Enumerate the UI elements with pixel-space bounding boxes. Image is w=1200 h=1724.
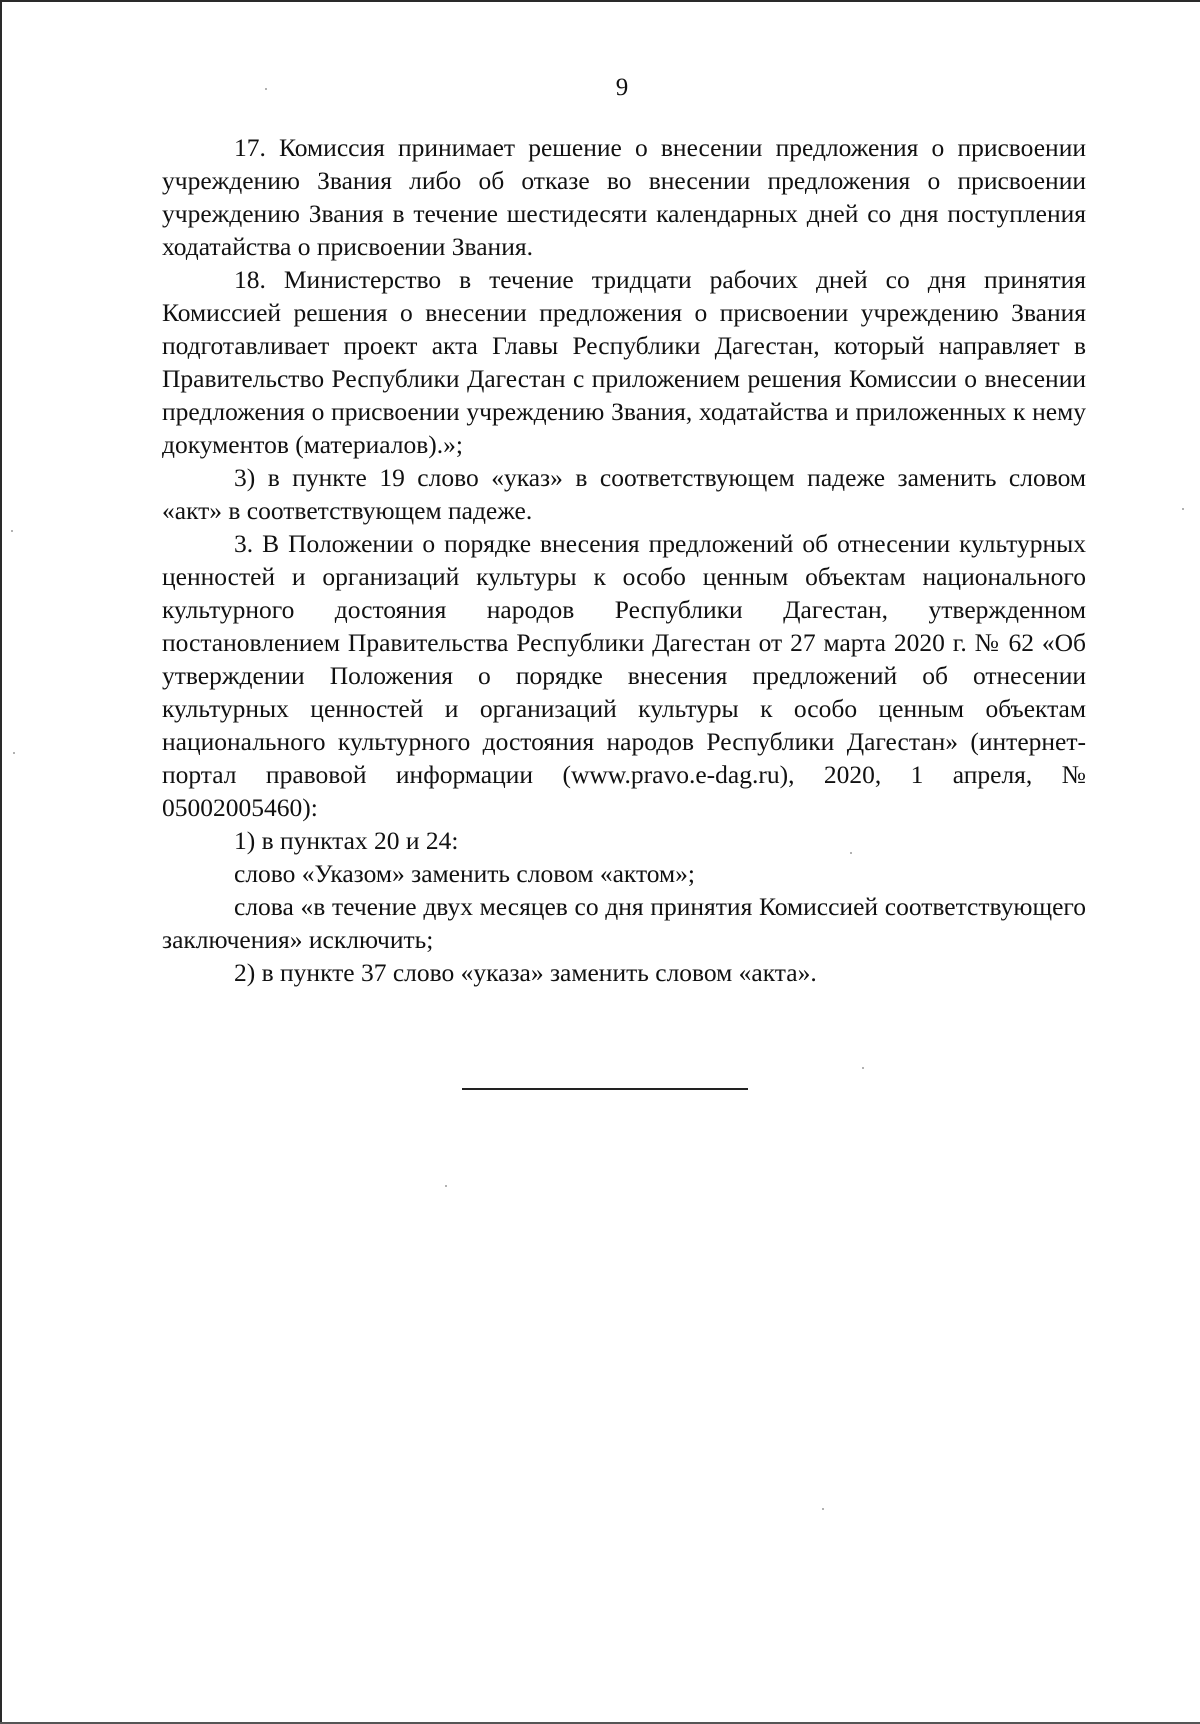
paragraph-item-18: 18. Министерство в течение тридцати рабочих дней со дня принятия Комиссией решения о внесении предложения о присвоении учреждению Звания подготавливает проект акта Главы Республики Дагестан, который направляет в Правительство Республики Дагестан с приложением решения Комиссии о внесении предложения о присвоении учреждению Звания, ходатайства и приложенных к нему документов (материалов).»; [162,265,1086,459]
paragraph-words-removal: слова «в течение двух месяцев со дня принятия Комиссией соответствующего заключения» исключить; [162,892,1086,954]
paragraph-item-17: 17. Комиссия принимает решение о внесении предложения о присвоении учреждению Звания либо об отказе во внесении предложения о присвоении учреждению Звания в течение шестидесяти календарных дней со дня поступления ходатайства о присвоении Звания. [162,133,1086,261]
scan-speck [13,752,15,754]
paragraph-subitem-1: 1) в пунктах 20 и 24: [234,826,459,855]
scan-speck [850,852,852,854]
scan-speck [822,1508,824,1510]
scan-speck [265,88,267,90]
scan-edge-top [0,0,1200,2]
scan-speck [1182,508,1184,510]
scan-speck [862,1067,864,1069]
paragraph-subitem-3: 3) в пункте 19 слово «указ» в соответствующем падеже заменить словом «акт» в соответствующем падеже. [162,463,1086,525]
end-of-text-rule [462,1088,748,1090]
paragraph-subitem-2: 2) в пункте 37 слово «указа» заменить словом «акта». [234,958,817,987]
document-body [162,131,1086,989]
scan-speck [445,1185,447,1187]
paragraph-item-3: 3. В Положении о порядке внесения предложений об отнесении культурных ценностей и организаций культуры к особо ценным объектам национального культурного достояния народов Республики Дагестан, утвержденном постановлением Правительства Республики Дагестан от 27 марта 2020 г. № 62 «Об утверждении Положения о порядке внесения предложений об отнесении культурных ценностей и организаций культуры к особо ценным объектам национального культурного достояния народов Республики Дагестан» (интернет-портал правовой информации (www.pravo.e-dag.ru), 2020, 1 апреля, № 05002005460): [162,529,1086,822]
paragraph-word-replacement: слово «Указом» заменить словом «актом»; [234,859,696,888]
scan-speck [11,530,13,532]
scan-edge-left [0,0,2,1724]
page-number: 9 [615,74,629,101]
